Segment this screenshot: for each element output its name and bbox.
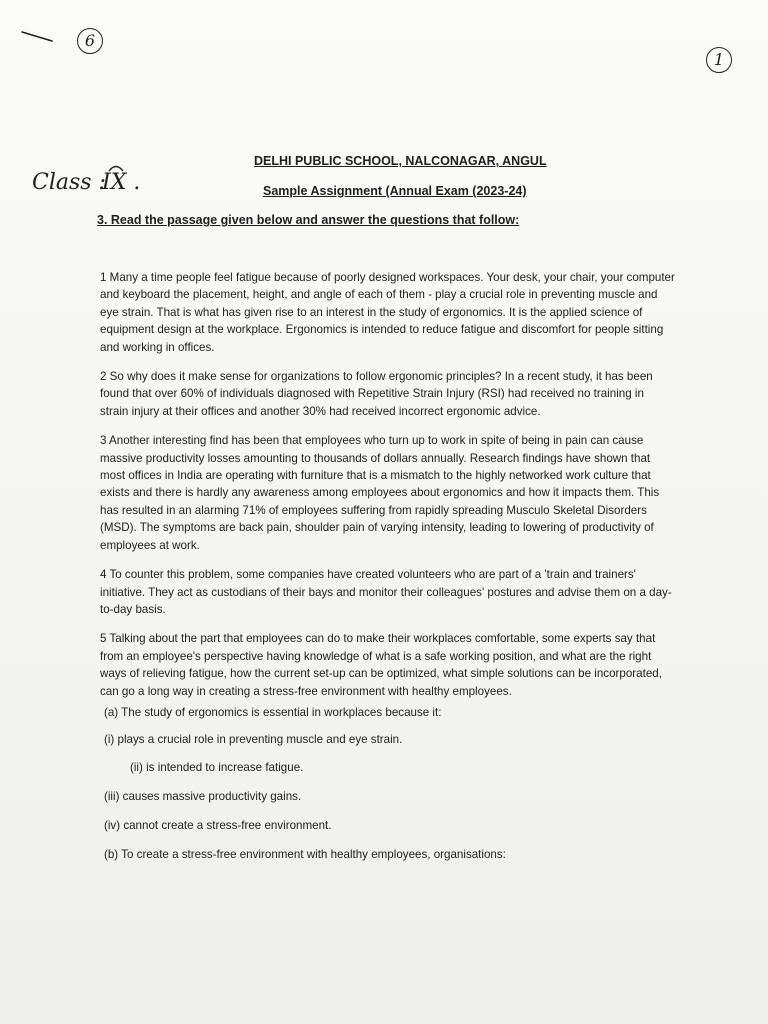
question-a-option-3: (iii) causes massive productivity gains. (104, 790, 302, 803)
question-a-option-2: (ii) is intended to increase fatigue. (130, 761, 304, 774)
handwritten-class-label: Class : (32, 170, 106, 195)
question-a-option-1: (i) plays a crucial role in preventing muscle and eye strain. (104, 733, 403, 746)
passage-paragraph-1: 1 Many a time people feel fatigue because of poorly designed workspaces. Your desk, your chair, your computer and keyboard the placement, height, and angle of each of them - play a crucial role in preventing muscle and eye strain. That is what has given rise to an interest in the study of ergonomics. It is the applied science of equipment design at the workplace. Ergonomics is intended to reduce fatigue and discomfort for people sitting and working in offices. (100, 271, 675, 354)
passage-paragraph-5: 5 Talking about the part that employees can do to make their workplaces comfortable, some experts say that from an employee's perspective having knowledge of what is a safe working position, and what are the right ways of relieving fatigue, how the current set-up can be optimized, what simple solutions can be incorporated, can go a long way in creating a stress-free environment with healthy employees. (100, 632, 662, 698)
question-b-stem: (b) To create a stress-free environment with healthy employees, organisations: (104, 848, 506, 861)
handwritten-class-value: IX . (102, 170, 141, 195)
passage-paragraph-3: 3 Another interesting find has been that employees who turn up to work in spite of being in pain can cause massive productivity losses amounting to thousands of dollars annually. Research findings have shown that most offices in India are operating with furniture that is a mismatch to the highly networked work culture that exists and there is hardly any awareness among employees about ergonomics and how it impacts them. This has resulted in an alarming 71% of employees suffering from rapidly spreading Musculo Skeletal Disorders (MSD). The symptoms are back pain, shoulder pain of varying intensity, leading to lowering of productivity of employees at work. (100, 434, 660, 552)
passage-paragraph-2: 2 So why does it make sense for organizations to follow ergonomic principles? In a recent study, it has been found that over 60% of individuals diagnosed with Repetitive Strain Injury (RSI) had received no training in strain injury at their offices and another 30% had received incorrect ergonomic advice. (100, 370, 653, 418)
question-a-option-4: (iv) cannot create a stress-free environment. (104, 819, 332, 832)
passage-paragraph-4: 4 To counter this problem, some companies have created volunteers who are part of a 'train and trainers' initiative. They act as custodians of their bays and monitor their colleagues' postures and advise them on a day-to-day basis. (100, 568, 672, 616)
assignment-title: Sample Assignment (Annual Exam (2023-24) (263, 184, 527, 198)
pen-dash-mark (20, 28, 54, 44)
question-a-stem: (a) The study of ergonomics is essential in workplaces because it: (104, 706, 442, 719)
school-name: DELHI PUBLIC SCHOOL, NALCONAGAR, ANGUL (254, 154, 547, 168)
circled-sheet-number: 1 (706, 47, 732, 73)
question-instruction: 3. Read the passage given below and answer the questions that follow: (97, 213, 520, 227)
circled-page-number: 6 (77, 28, 103, 54)
reading-passage (100, 269, 675, 712)
